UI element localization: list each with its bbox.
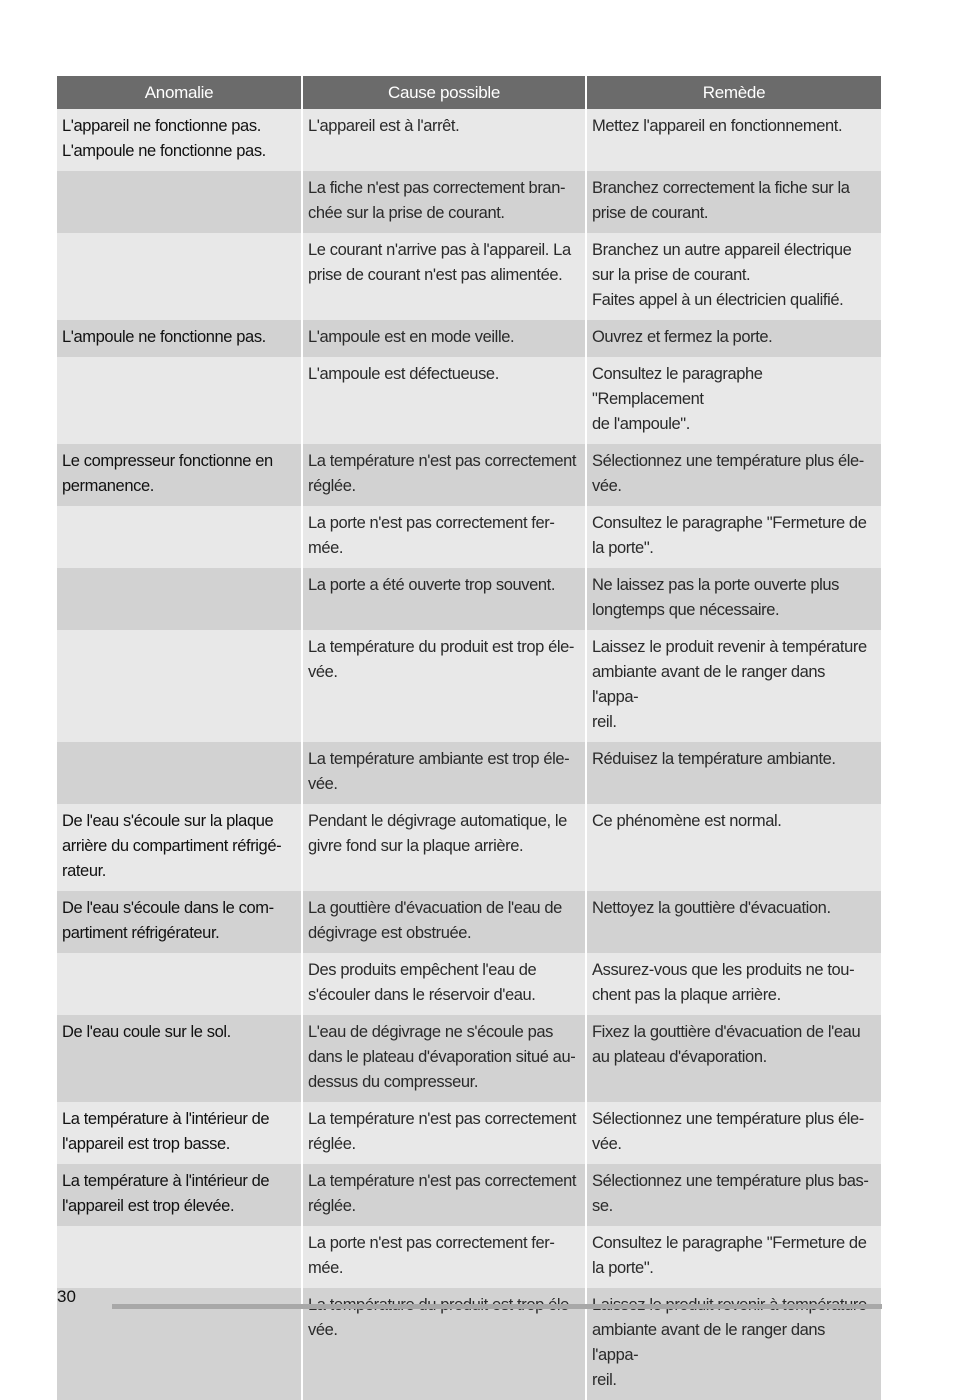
cell-remede: Branchez un autre appareil électrique sur la prise de courant. Faites appel à un électricien qualifié.	[587, 233, 881, 320]
cell-cause: La température du produit est trop éle- vée.	[303, 630, 585, 742]
header-cause-possible: Cause possible	[303, 76, 585, 109]
cell-anomalie	[57, 1226, 301, 1288]
cell-anomalie: La température à l'intérieur de l'appareil est trop basse.	[57, 1102, 301, 1164]
cell-anomalie	[57, 630, 301, 742]
cell-anomalie	[57, 357, 301, 444]
cell-anomalie	[57, 171, 301, 233]
troubleshooting-table	[57, 76, 881, 1400]
cell-cause: L'ampoule est en mode veille.	[303, 320, 585, 357]
cell-cause: La température ambiante est trop éle- vée.	[303, 742, 585, 804]
cell-remede: Branchez correctement la fiche sur la prise de courant.	[587, 171, 881, 233]
cell-cause: L'ampoule est défectueuse.	[303, 357, 585, 444]
cell-anomalie: De l'eau s'écoule sur la plaque arrière du compartiment réfrigé- rateur.	[57, 804, 301, 891]
cell-anomalie	[57, 568, 301, 630]
cell-remede: Réduisez la température ambiante.	[587, 742, 881, 804]
cell-anomalie: De l'eau coule sur le sol.	[57, 1015, 301, 1102]
cell-remede: Nettoyez la gouttière d'évacuation.	[587, 891, 881, 953]
cell-remede: ambiante avant de le ranger dans l'appa- reil.	[587, 1288, 881, 1400]
cell-cause: La porte n'est pas correctement fer- mée.	[303, 1226, 585, 1288]
cell-anomalie: La température à l'intérieur de l'appareil est trop élevée.	[57, 1164, 301, 1226]
cell-remede: Consultez le paragraphe "Fermeture de la porte".	[587, 506, 881, 568]
cell-remede: Ouvrez et fermez la porte.	[587, 320, 881, 357]
cell-remede: Sélectionnez une température plus bas- se.	[587, 1164, 881, 1226]
cell-cause: La température n'est pas correctement réglée.	[303, 1164, 585, 1226]
cell-anomalie	[57, 953, 301, 1015]
cell-remede: Consultez le paragraphe "Fermeture de la porte".	[587, 1226, 881, 1288]
cell-remede: Mettez l'appareil en fonctionnement.	[587, 109, 881, 171]
cell-cause: L'eau de dégivrage ne s'écoule pas dans le plateau d'évaporation situé au- dessus du compresseur.	[303, 1015, 585, 1102]
cell-cause: La température n'est pas correctement réglée.	[303, 444, 585, 506]
cell-remede: Sélectionnez une température plus éle- vée.	[587, 1102, 881, 1164]
page-number: 30	[57, 1287, 76, 1306]
cell-anomalie: L'appareil ne fonctionne pas. L'ampoule ne fonctionne pas.	[57, 109, 301, 171]
cell-cause: La température n'est pas correctement réglée.	[303, 1102, 585, 1164]
cell-remede: Consultez le paragraphe "Remplacement de l'ampoule".	[587, 357, 881, 444]
header-remede: Remède	[587, 76, 881, 109]
cell-anomalie: L'ampoule ne fonctionne pas.	[57, 320, 301, 357]
cell-cause: vée.	[303, 1288, 585, 1400]
cell-remede: Laissez le produit revenir à température ambiante avant de le ranger dans l'appa- reil.	[587, 630, 881, 742]
cell-cause: La porte n'est pas correctement fer- mée.	[303, 506, 585, 568]
cell-remede: Assurez-vous que les produits ne tou- chent pas la plaque arrière.	[587, 953, 881, 1015]
cell-anomalie: Le compresseur fonctionne en permanence.	[57, 444, 301, 506]
cell-anomalie: De l'eau s'écoule dans le com- partiment réfrigérateur.	[57, 891, 301, 953]
cell-cause: Le courant n'arrive pas à l'appareil. La prise de courant n'est pas alimentée.	[303, 233, 585, 320]
cell-anomalie	[57, 506, 301, 568]
header-anomalie: Anomalie	[57, 76, 301, 109]
cell-cause: La gouttière d'évacuation de l'eau de dégivrage est obstruée.	[303, 891, 585, 953]
cell-cause: Pendant le dégivrage automatique, le givre fond sur la plaque arrière.	[303, 804, 585, 891]
cell-remede: Ne laissez pas la porte ouverte plus longtemps que nécessaire.	[587, 568, 881, 630]
cell-anomalie	[57, 233, 301, 320]
cell-remede: Ce phénomène est normal.	[587, 804, 881, 891]
cell-remede: Fixez la gouttière d'évacuation de l'eau au plateau d'évaporation.	[587, 1015, 881, 1102]
cell-anomalie	[57, 742, 301, 804]
cell-remede: Sélectionnez une température plus éle- vée.	[587, 444, 881, 506]
cell-cause: La fiche n'est pas correctement bran- chée sur la prise de courant.	[303, 171, 585, 233]
cell-cause: La porte a été ouverte trop souvent.	[303, 568, 585, 630]
footer-divider	[112, 1304, 882, 1309]
cell-cause: Des produits empêchent l'eau de s'écouler dans le réservoir d'eau.	[303, 953, 585, 1015]
cell-cause: L'appareil est à l'arrêt.	[303, 109, 585, 171]
